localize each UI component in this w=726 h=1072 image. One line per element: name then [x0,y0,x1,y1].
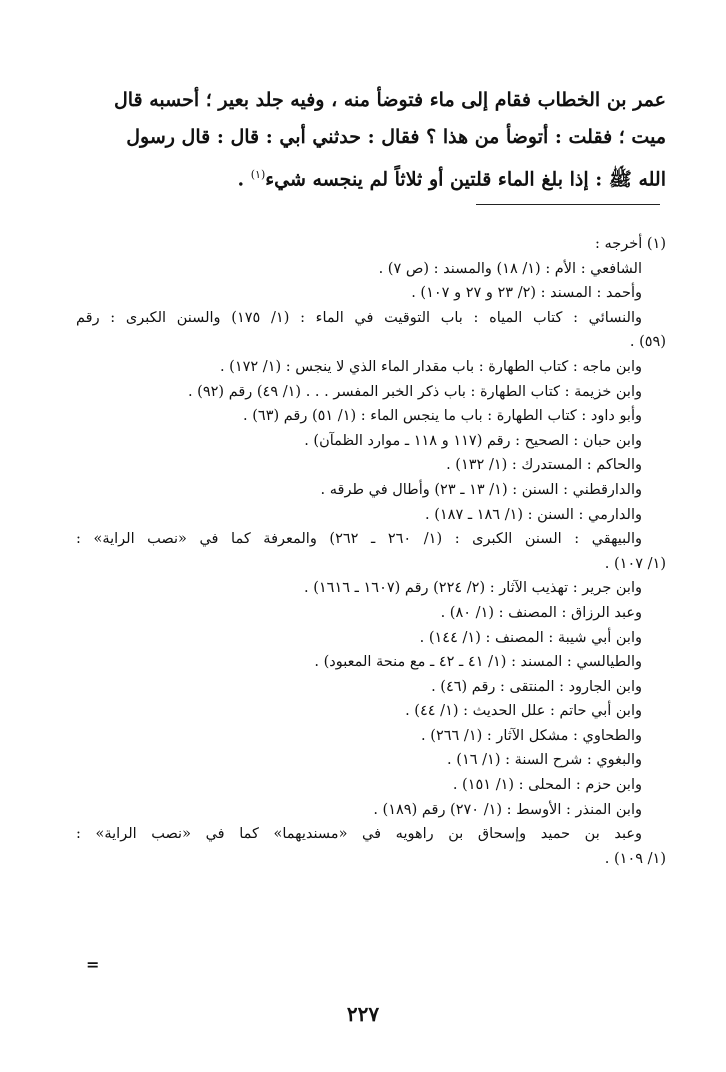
footnote-line: وابن أبي شيبة : المصنف : (١/ ١٤٤) . [419,629,642,646]
footnote-line: والطحاوي : مشكل الآثار : (١/ ٢٦٦) . [421,727,642,744]
footnote-line: والدارمي : السنن : (١/ ١٨٦ ـ ١٨٧) . [424,506,642,523]
footnote-line: (١) أخرجه : [595,236,666,252]
footnote-line: وأحمد : المسند : (٢/ ٢٣ و ٢٧ و ١٠٧) . [411,285,642,302]
footnote-separator [476,204,660,205]
main-text-line: ميت ؛ فقلت : أتوضأ من هذا ؟ فقال : حدثني أبي : قال : قال رسول [126,126,666,148]
footnote-reference: (١) [250,168,266,181]
main-text-line: الله ﷺ : إذا بلغ الماء قلتين أو ثلاثاً لم ينجسه شيء [265,168,666,191]
footnote-line: (١/ ١٠٩) . [604,850,666,867]
main-text-period: . [237,168,251,191]
footnotes-block [76,232,666,871]
footnote-line: (١/ ١٠٧) . [604,555,666,572]
footnote-line: وابن المنذر : الأوسط : (١/ ٢٧٠) رقم (١٨٩) . [373,801,642,818]
footnote-line: والطيالسي : المسند : (١/ ٤١ ـ ٤٢ ـ مع منحة المعبود) . [314,654,642,671]
main-text [76,82,666,198]
footnote-line: والنسائي : كتاب المياه : باب التوقيت في الماء : (١/ ١٧٥) والسنن الكبرى : رقم [76,309,642,326]
footnote-line: وعبد الرزاق : المصنف : (١/ ٨٠) . [440,604,642,621]
footnote-line: وعبد بن حميد وإسحاق بن راهويه في «مسنديهما» كما في «نصب الراية» : [76,826,642,843]
page-number: ٢٢٧ [346,1002,380,1026]
footnote-line: وأبو داود : كتاب الطهارة : باب ما ينجس الماء : (١/ ٥١) رقم (٦٣) . [243,408,642,425]
footnote-line: والحاكم : المستدرك : (١/ ١٣٢) . [446,457,642,474]
footnote-line: وابن ماجه : كتاب الطهارة : باب مقدار الماء الذي لا ينجس : (١/ ١٧٢) . [219,358,642,375]
footnote-line: وابن حزم : المحلى : (١/ ١٥١) . [452,777,642,794]
footnote-line: وابن حبان : الصحيح : رقم (١١٧ و ١١٨ ـ موارد الظمآن) . [304,432,642,449]
footnote-line: والدارقطني : السنن : (١/ ١٣ ـ ٢٣) وأطال في طرقه . [320,481,642,498]
footnote-line: وابن جرير : تهذيب الآثار : (٢/ ٢٢٤) رقم (١٦٠٧ ـ ١٦١٦) . [303,580,642,597]
footnote-line: وابن أبي حاتم : علل الحديث : (١/ ٤٤) . [405,703,642,720]
footnote-line: وابن الجارود : المنتقى : رقم (٤٦) . [431,678,642,695]
footnote-line: (٥٩) . [629,334,666,351]
footnote-line: وابن خزيمة : كتاب الطهارة : باب ذكر الخبر المفسر . . . (١/ ٤٩) رقم (٩٢) . [187,383,642,400]
footnote-line: الشافعي : الأم : (١/ ١٨) والمسند : (ص ٧) . [378,260,642,277]
main-text-line-last [76,156,666,198]
continuation-mark: = [86,955,100,974]
main-text-line: عمر بن الخطاب فقام إلى ماء فتوضأ منه ، وفيه جلد بعير ؛ أحسبه قال [113,89,666,111]
footnote-line: والبغوي : شرح السنة : (١/ ١٦) . [447,752,642,769]
footnote-line: والبيهقي : السنن الكبرى : (١/ ٢٦٠ ـ ٢٦٢) والمعرفة كما في «نصب الراية» : [76,531,643,548]
